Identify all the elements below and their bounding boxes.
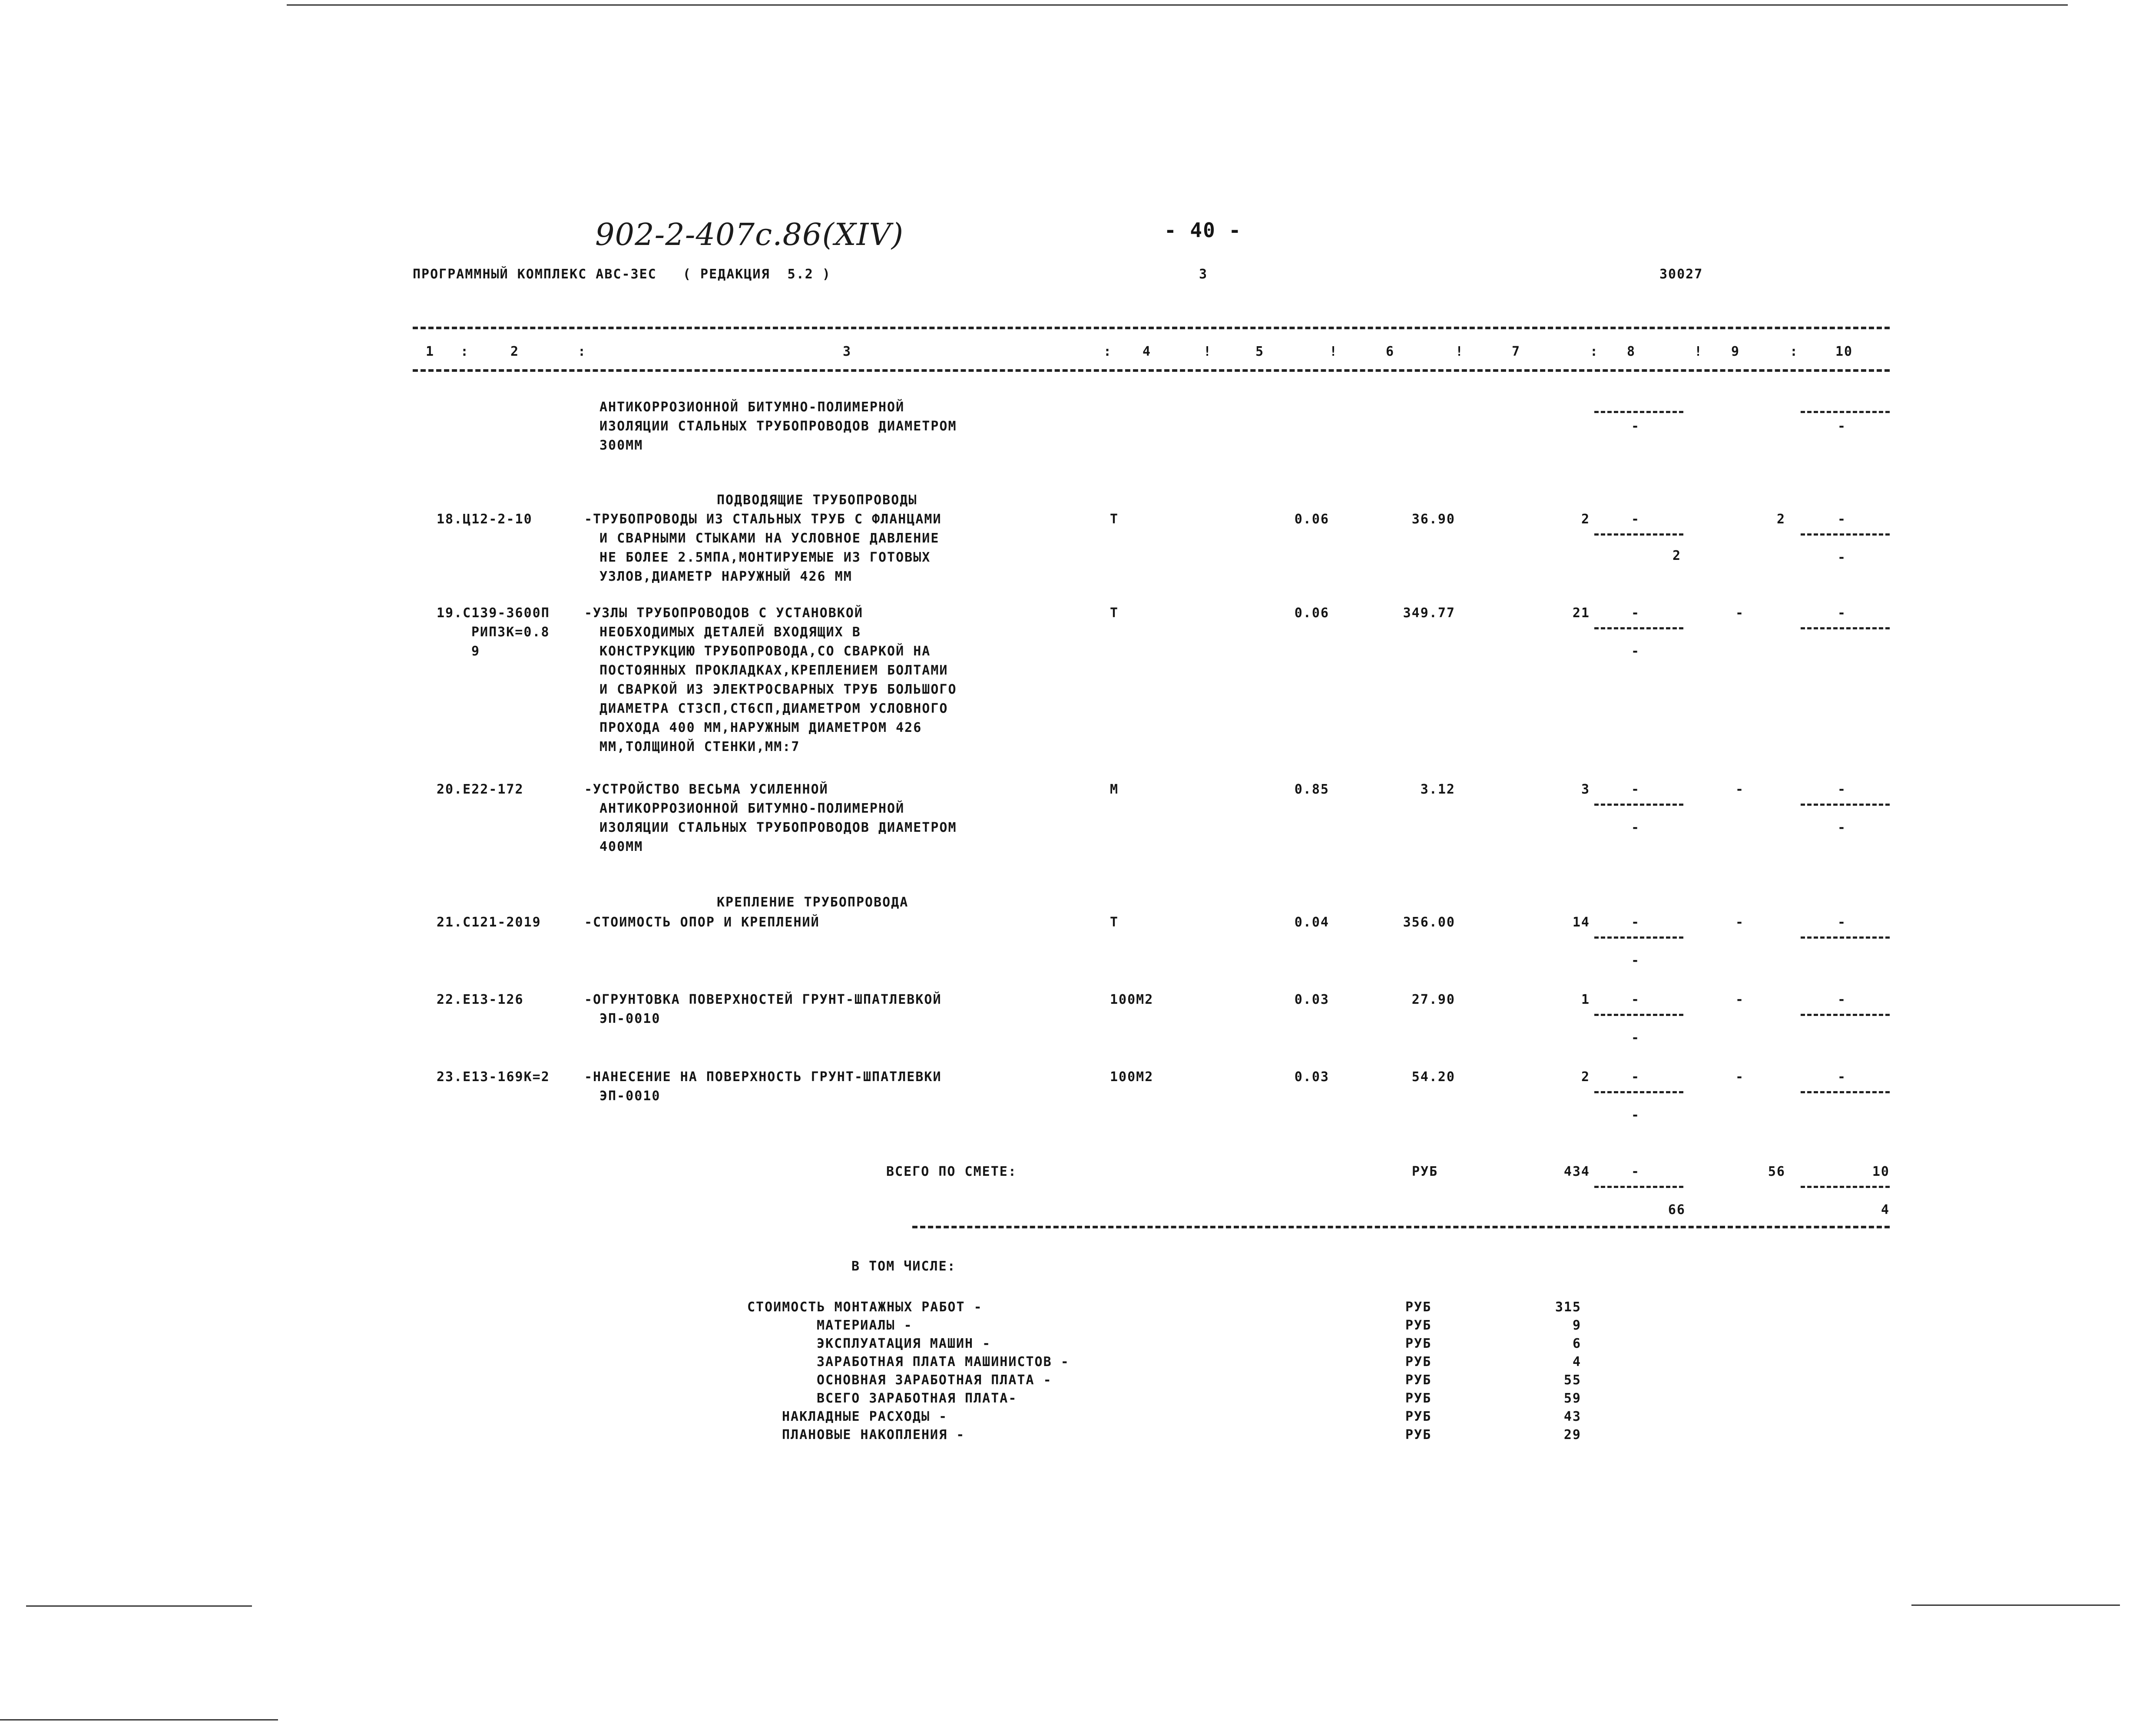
total-label: ВСЕГО ПО СМЕТЕ:: [886, 1164, 1017, 1179]
total-col10: 10: [1872, 1164, 1890, 1179]
including-item-label: НАКЛАДНЫЕ РАСХОДЫ -: [782, 1409, 948, 1424]
scan-edge-bottom-left: [0, 1719, 278, 1720]
row-price: 3.12: [1420, 782, 1455, 797]
including-item-unit: РУБ: [1405, 1318, 1432, 1333]
row-description: -НАНЕСЕНИЕ НА ПОВЕРХНОСТЬ ГРУНТ-ШПАТЛЕВКИ: [584, 1069, 942, 1085]
col10-dash: -: [1838, 419, 1847, 434]
total-col10-bottom: 4: [1881, 1202, 1890, 1218]
row-unit: 100М2: [1110, 992, 1154, 1007]
including-item-value: 43: [1563, 1409, 1581, 1424]
section-title: ПОДВОДЯЩИЕ ТРУБОПРОВОДЫ: [717, 493, 917, 508]
header-bottom-rule: [413, 369, 1890, 372]
total-unit: РУБ: [1412, 1164, 1438, 1179]
including-item-value: 29: [1563, 1427, 1581, 1442]
row-col8-bottom: -: [1631, 644, 1640, 659]
row-description: -УЗЛЫ ТРУБОПРОВОДОВ С УСТАНОВКОЙ: [584, 605, 863, 621]
col-header-3: 3: [843, 344, 852, 359]
col8-underline: [1594, 804, 1683, 806]
row-col8-bottom: -: [1631, 1030, 1640, 1045]
including-item-unit: РУБ: [1405, 1336, 1432, 1351]
including-item-value: 59: [1563, 1391, 1581, 1406]
row-description: И СВАРКОЙ ИЗ ЭЛЕКТРОСВАРНЫХ ТРУБ БОЛЬШОГО: [599, 682, 957, 697]
col-header-2: 2: [510, 344, 520, 359]
including-item-label: ВСЕГО ЗАРАБОТНАЯ ПЛАТА-: [817, 1391, 1017, 1406]
row-col7: 3: [1581, 782, 1590, 797]
col-sep: !: [1329, 344, 1338, 359]
col10-underline: [1801, 411, 1890, 413]
col-header-6: 6: [1386, 344, 1395, 359]
row-description: ПРОХОДА 400 ММ,НАРУЖНЫМ ДИАМЕТРОМ 426: [599, 720, 922, 735]
col-sep: :: [1590, 344, 1599, 359]
row-col10-bottom: -: [1838, 820, 1847, 835]
including-item-unit: РУБ: [1405, 1354, 1432, 1370]
col-sep: :: [578, 344, 587, 359]
row-price: 349.77: [1403, 605, 1455, 621]
col-sep: !: [1694, 344, 1703, 359]
row-code-extra: 9: [471, 644, 480, 659]
row-col8: -: [1631, 512, 1640, 527]
row-description: 300ММ: [599, 438, 643, 453]
row-col8: -: [1631, 992, 1640, 1007]
row-description: АНТИКОРРОЗИОННОЙ БИТУМНО-ПОЛИМЕРНОЙ: [599, 801, 905, 816]
page-number: - 40 -: [1164, 218, 1242, 242]
row-description: УЗЛОВ,ДИАМЕТР НАРУЖНЫЙ 426 ММ: [599, 569, 852, 584]
including-item-unit: РУБ: [1405, 1409, 1432, 1424]
row-col9: -: [1735, 782, 1745, 797]
including-item-label: СТОИМОСТЬ МОНТАЖНЫХ РАБОТ -: [747, 1300, 983, 1315]
row-col10: -: [1838, 1069, 1847, 1085]
col10-underline: [1801, 533, 1890, 536]
including-item-unit: РУБ: [1405, 1373, 1432, 1388]
row-price: 54.20: [1411, 1069, 1455, 1085]
row-col9: -: [1735, 1069, 1745, 1085]
row-description: -ТРУБОПРОВОДЫ ИЗ СТАЛЬНЫХ ТРУБ С ФЛАНЦАМИ: [584, 512, 942, 527]
row-unit: Т: [1110, 915, 1119, 930]
row-description: ЭП-0010: [599, 1088, 661, 1104]
including-item-label: ПЛАНОВЫЕ НАКОПЛЕНИЯ -: [782, 1427, 965, 1442]
row-qty: 0.04: [1294, 915, 1329, 930]
including-item-unit: РУБ: [1405, 1300, 1432, 1315]
row-price: 27.90: [1411, 992, 1455, 1007]
col8-underline: [1594, 936, 1683, 939]
col8-underline: [1594, 1014, 1683, 1016]
including-label: В ТОМ ЧИСЛЕ:: [851, 1259, 956, 1274]
row-col7: 14: [1572, 915, 1590, 930]
scan-edge-top: [287, 4, 2068, 6]
row-description: ДИАМЕТРА СТ3СП,СТ6СП,ДИАМЕТРОМ УСЛОВНОГО: [599, 701, 948, 716]
col-sep: !: [1455, 344, 1464, 359]
including-item-label: ОСНОВНАЯ ЗАРАБОТНАЯ ПЛАТА -: [817, 1373, 1052, 1388]
col8-dash: -: [1631, 419, 1640, 434]
row-qty: 0.03: [1294, 992, 1329, 1007]
row-description: АНТИКОРРОЗИОННОЙ БИТУМНО-ПОЛИМЕРНОЙ: [599, 400, 905, 415]
row-col9: -: [1735, 992, 1745, 1007]
col8-underline: [1594, 627, 1683, 629]
col8-underline: [1594, 1091, 1683, 1093]
including-item-label: ЗАРАБОТНАЯ ПЛАТА МАШИНИСТОВ -: [817, 1354, 1070, 1370]
total-col7: 434: [1563, 1164, 1590, 1179]
row-col9: -: [1735, 915, 1745, 930]
col-header-10: 10: [1835, 344, 1853, 359]
row-description: ЭП-0010: [599, 1011, 661, 1026]
row-code-extra: РИПЗК=0.8: [471, 625, 550, 640]
col-header-8: 8: [1627, 344, 1636, 359]
col-header-4: 4: [1143, 344, 1152, 359]
row-code: 23.Е13-169К=2: [437, 1069, 550, 1085]
row-col7: 2: [1581, 512, 1590, 527]
col8-underline: [1594, 1186, 1683, 1188]
row-unit: М: [1110, 782, 1119, 797]
row-col7: 2: [1581, 1069, 1590, 1085]
col-header-1: 1: [426, 344, 435, 359]
row-col8-bottom: -: [1631, 1108, 1640, 1123]
row-col9: 2: [1777, 512, 1786, 527]
col-header-9: 9: [1731, 344, 1740, 359]
row-code: 20.Е22-172: [437, 782, 524, 797]
row-col7: 21: [1572, 605, 1590, 621]
total-col8-bottom: 66: [1668, 1202, 1686, 1218]
row-description: -ОГРУНТОВКА ПОВЕРХНОСТЕЙ ГРУНТ-ШПАТЛЕВКОЙ: [584, 992, 942, 1007]
row-col8: -: [1631, 605, 1640, 621]
row-col8: -: [1631, 1069, 1640, 1085]
including-item-value: 315: [1555, 1300, 1581, 1315]
row-col8-bottom: -: [1631, 953, 1640, 968]
row-col10: -: [1838, 512, 1847, 527]
row-col10: -: [1838, 915, 1847, 930]
row-description: КОНСТРУКЦИЮ ТРУБОПРОВОДА,СО СВАРКОЙ НА: [599, 644, 931, 659]
row-unit: 100М2: [1110, 1069, 1154, 1085]
row-unit: Т: [1110, 512, 1119, 527]
col8-underline: [1594, 411, 1683, 413]
row-description: НЕ БОЛЕЕ 2.5МПА,МОНТИРУЕМЫЕ ИЗ ГОТОВЫХ: [599, 550, 931, 565]
col-sep: !: [1203, 344, 1212, 359]
document-number: 30027: [1659, 267, 1703, 282]
row-description: ИЗОЛЯЦИИ СТАЛЬНЫХ ТРУБОПРОВОДОВ ДИАМЕТРОМ: [599, 419, 957, 434]
total-col9: 56: [1768, 1164, 1785, 1179]
row-description: ММ,ТОЛЩИНОЙ СТЕНКИ,ММ:7: [599, 739, 800, 754]
row-col8-bottom: 2: [1672, 548, 1682, 563]
row-price: 36.90: [1411, 512, 1455, 527]
row-description: НЕОБХОДИМЫХ ДЕТАЛЕЙ ВХОДЯЩИХ В: [599, 625, 861, 640]
row-col8-bottom: -: [1631, 820, 1640, 835]
col-header-7: 7: [1512, 344, 1521, 359]
col10-underline: [1801, 1186, 1890, 1188]
row-code: 22.Е13-126: [437, 992, 524, 1007]
row-code: 19.С139-3600П: [437, 605, 550, 621]
scan-edge-bottom-right: [1911, 1605, 2120, 1606]
row-col7: 1: [1581, 992, 1590, 1007]
scan-edge-bottom-left-2: [26, 1605, 252, 1607]
row-qty: 0.06: [1294, 512, 1329, 527]
row-price: 356.00: [1403, 915, 1455, 930]
row-qty: 0.06: [1294, 605, 1329, 621]
row-description: -СТОИМОСТЬ ОПОР И КРЕПЛЕНИЙ: [584, 915, 820, 930]
row-description: -УСТРОЙСТВО ВЕСЬМА УСИЛЕННОЙ: [584, 782, 828, 797]
row-code: 18.Ц12-2-10: [437, 512, 533, 527]
row-description: ПОСТОЯННЫХ ПРОКЛАДКАХ,КРЕПЛЕНИЕМ БОЛТАМИ: [599, 663, 948, 678]
row-qty: 0.85: [1294, 782, 1329, 797]
row-col10: -: [1838, 605, 1847, 621]
col-sep: :: [1790, 344, 1799, 359]
row-unit: Т: [1110, 605, 1119, 621]
including-item-unit: РУБ: [1405, 1427, 1432, 1442]
row-description: ИЗОЛЯЦИИ СТАЛЬНЫХ ТРУБОПРОВОДОВ ДИАМЕТРОМ: [599, 820, 957, 835]
col10-underline: [1801, 1014, 1890, 1016]
row-description: 400ММ: [599, 839, 643, 854]
program-line: ПРОГРАММНЫЙ КОМПЛЕКС АВС-3ЕС ( РЕДАКЦИЯ 5.2 ): [413, 267, 831, 282]
including-item-value: 9: [1572, 1318, 1581, 1333]
sheet-number: 3: [1199, 267, 1208, 282]
including-item-value: 55: [1563, 1373, 1581, 1388]
total-rule: [912, 1226, 1890, 1228]
row-col9: -: [1735, 605, 1745, 621]
row-col10: -: [1838, 782, 1847, 797]
col10-dash: -: [1838, 550, 1847, 565]
including-item-label: ЭКСПЛУАТАЦИЯ МАШИН -: [817, 1336, 991, 1351]
header-top-rule: [413, 327, 1890, 329]
col10-underline: [1801, 804, 1890, 806]
col10-underline: [1801, 936, 1890, 939]
col-sep: :: [1103, 344, 1113, 359]
row-description: И СВАРНЫМИ СТЫКАМИ НА УСЛОВНОЕ ДАВЛЕНИЕ: [599, 531, 940, 546]
col8-underline: [1594, 533, 1683, 536]
total-col8: -: [1631, 1164, 1640, 1179]
including-item-label: МАТЕРИАЛЫ -: [817, 1318, 913, 1333]
including-item-unit: РУБ: [1405, 1391, 1432, 1406]
row-code: 21.С121-2019: [437, 915, 541, 930]
section-title: КРЕПЛЕНИЕ ТРУБОПРОВОДА: [717, 895, 909, 910]
row-col10: -: [1838, 992, 1847, 1007]
handwritten-code: 902-2-407с.86(XIV): [595, 217, 904, 252]
including-item-value: 6: [1572, 1336, 1581, 1351]
row-col8: -: [1631, 782, 1640, 797]
col10-underline: [1801, 1091, 1890, 1093]
col-header-5: 5: [1255, 344, 1265, 359]
col-separators: :: [460, 344, 470, 359]
col10-underline: [1801, 627, 1890, 629]
row-col8: -: [1631, 915, 1640, 930]
row-qty: 0.03: [1294, 1069, 1329, 1085]
including-item-value: 4: [1572, 1354, 1581, 1370]
